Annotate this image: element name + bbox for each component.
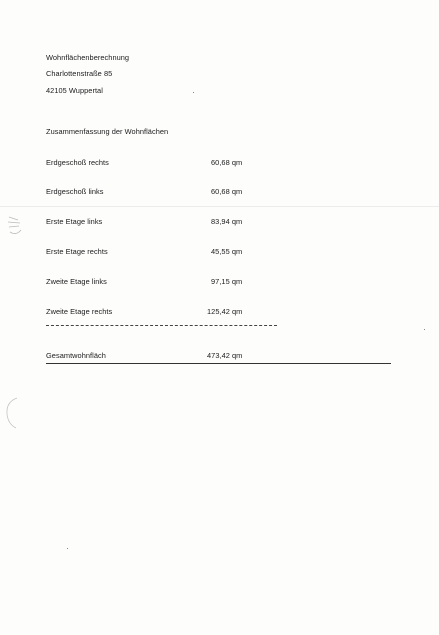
row-value: 83,94 qm bbox=[211, 217, 243, 226]
row-value: 60,68 qm bbox=[211, 158, 243, 167]
row-value: 125,42 qm bbox=[207, 307, 243, 316]
row-value: 97,15 qm bbox=[211, 277, 243, 286]
scan-speck bbox=[193, 92, 194, 93]
total-label: Gesamtwohnfläch bbox=[46, 351, 106, 360]
row-label: Erdgeschoß rechts bbox=[46, 158, 109, 167]
total-underline bbox=[46, 363, 391, 364]
total-value: 473,42 qm bbox=[207, 351, 243, 360]
address-street: Charlottenstraße 85 bbox=[46, 69, 113, 78]
row-value: 45,55 qm bbox=[211, 247, 243, 256]
scan-speck bbox=[424, 329, 425, 330]
row-label: Erste Etage links bbox=[46, 217, 103, 226]
section-title: Zusammenfassung der Wohnflächen bbox=[46, 127, 169, 136]
row-label: Erste Etage rechts bbox=[46, 247, 108, 256]
punch-hole-mark-icon bbox=[6, 214, 24, 240]
punch-hole-icon bbox=[4, 396, 20, 430]
address-city: 42105 Wuppertal bbox=[46, 86, 103, 95]
row-label: Erdgeschoß links bbox=[46, 187, 104, 196]
scan-speck bbox=[67, 548, 68, 549]
document-title: Wohnflächenberechnung bbox=[46, 53, 130, 62]
scan-artifact-line bbox=[0, 206, 439, 207]
row-label: Zweite Etage rechts bbox=[46, 307, 113, 316]
dashed-separator bbox=[46, 325, 277, 326]
row-value: 60,68 qm bbox=[211, 187, 243, 196]
row-label: Zweite Etage links bbox=[46, 277, 107, 286]
